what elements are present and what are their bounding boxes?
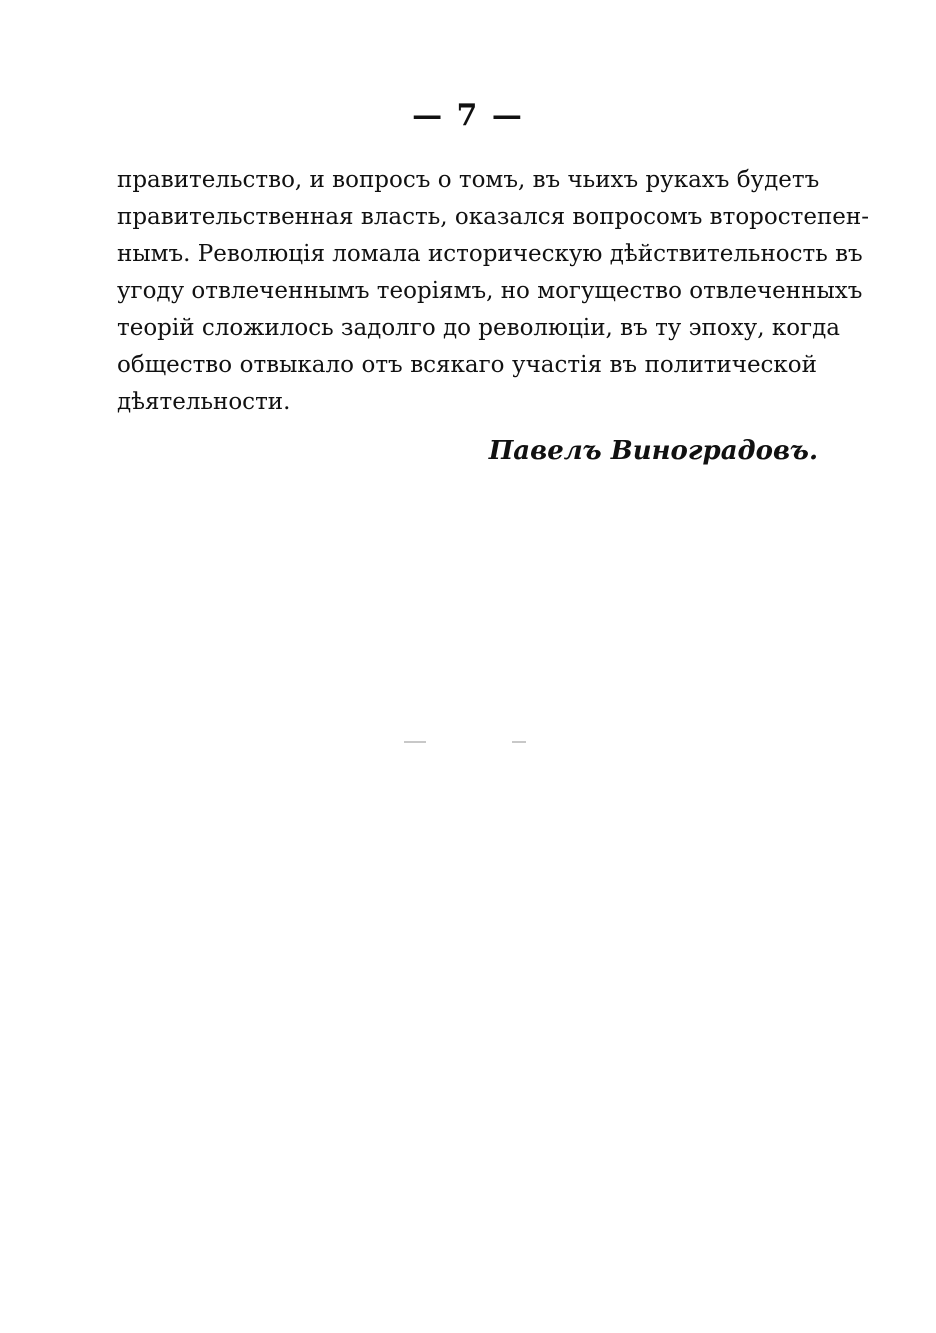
decorative-rule-mark bbox=[404, 741, 426, 743]
body-text bbox=[117, 162, 870, 421]
text-line: теорій сложилось задолго до революціи, въ ту эпоху, когда bbox=[117, 315, 840, 341]
text-line: общество отвыкало отъ всякаго участія въ политической bbox=[117, 352, 817, 378]
text-line: правительство, и вопросъ о томъ, въ чьихъ рукахъ будетъ bbox=[117, 167, 820, 193]
page-number: — 7 — bbox=[412, 98, 524, 133]
text-line: угоду отвлеченнымъ теоріямъ, но могущество отвлеченныхъ bbox=[117, 278, 863, 304]
text-line: дѣятельности. bbox=[117, 389, 291, 415]
author-signature: Павелъ Виноградовъ. bbox=[488, 436, 818, 466]
decorative-rule-mark bbox=[512, 741, 526, 743]
text-line: правительственная власть, оказался вопросомъ второстепен- bbox=[117, 204, 870, 230]
text-line: нымъ. Революція ломала историческую дѣйствительность въ bbox=[117, 241, 863, 267]
